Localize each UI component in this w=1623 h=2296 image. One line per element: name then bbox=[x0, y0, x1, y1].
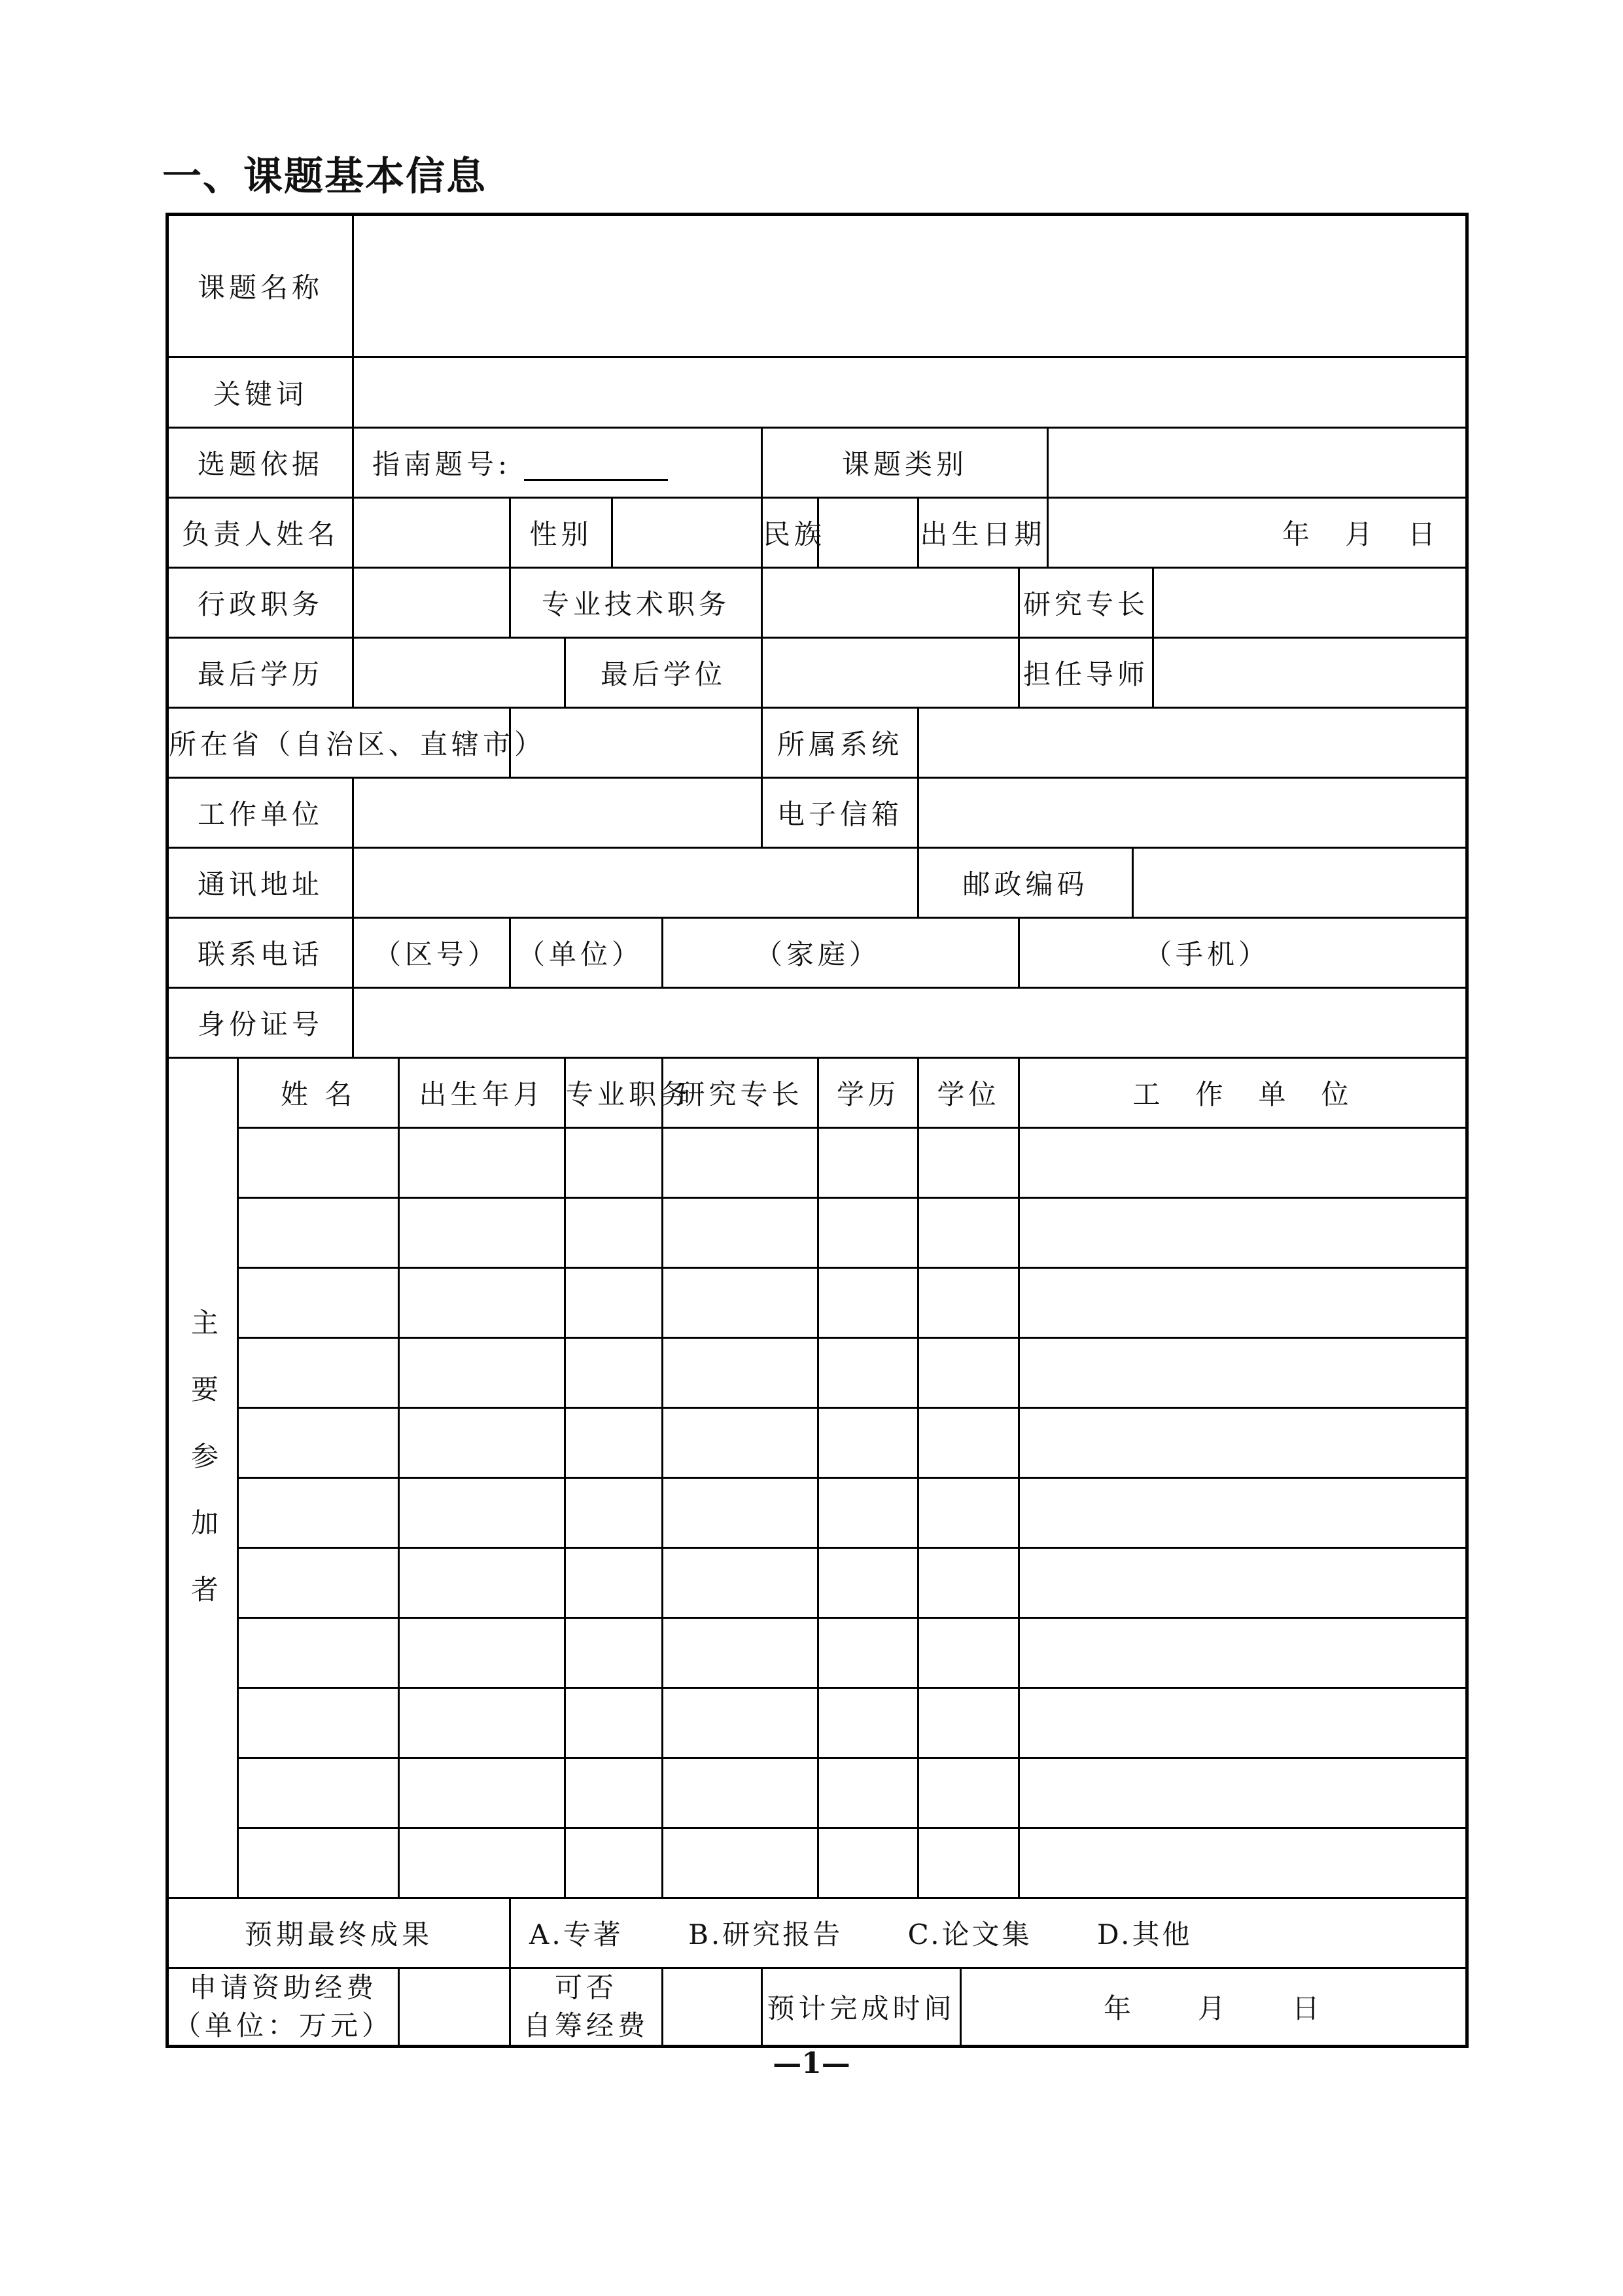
participant-row bbox=[167, 1198, 1467, 1268]
participant-cell[interactable] bbox=[818, 1828, 918, 1898]
participant-cell[interactable] bbox=[918, 1758, 1019, 1828]
field-gender[interactable] bbox=[612, 498, 762, 568]
expected-result-options bbox=[510, 1898, 1467, 1968]
header-degree: 学位 bbox=[918, 1058, 1019, 1128]
label-self-funding-line2: 自筹经费 bbox=[523, 2009, 650, 2041]
field-research-specialty[interactable] bbox=[1153, 568, 1467, 638]
participant-cell[interactable] bbox=[918, 1548, 1019, 1618]
section-heading: 一、课题基本信息 bbox=[162, 154, 487, 200]
participant-cell[interactable] bbox=[399, 1128, 565, 1198]
participant-cell[interactable] bbox=[1019, 1198, 1467, 1268]
participant-cell[interactable] bbox=[565, 1618, 663, 1688]
label-expected-completion: 预计完成时间 bbox=[762, 1968, 961, 2047]
label-work-unit: 工作单位 bbox=[167, 778, 353, 848]
field-funding[interactable] bbox=[399, 1968, 510, 2047]
participants-header-row bbox=[167, 1058, 1467, 1128]
field-self-funding[interactable] bbox=[663, 1968, 762, 2047]
participant-cell[interactable] bbox=[918, 1618, 1019, 1688]
participant-cell[interactable] bbox=[565, 1758, 663, 1828]
option-paper-collection[interactable]: C.论文集 bbox=[907, 1918, 1032, 1951]
participant-cell[interactable] bbox=[399, 1548, 565, 1618]
field-system[interactable] bbox=[918, 708, 1467, 778]
label-id-number: 身份证号 bbox=[167, 988, 353, 1058]
label-topic-category: 课题类别 bbox=[762, 428, 1048, 498]
field-admin-post[interactable] bbox=[353, 568, 510, 638]
label-gender: 性别 bbox=[510, 498, 612, 568]
label-postcode: 邮政编码 bbox=[918, 848, 1133, 918]
field-email[interactable] bbox=[918, 778, 1467, 848]
label-self-funding bbox=[510, 1968, 663, 2047]
label-guide-no: 指南题号: bbox=[372, 448, 512, 480]
participants-vertical-label: 主要参加者 bbox=[187, 1307, 219, 1642]
label-final-education: 最后学历 bbox=[167, 638, 353, 708]
label-admin-post: 行政职务 bbox=[167, 568, 353, 638]
label-self-funding-line1: 可否 bbox=[555, 1971, 618, 2004]
option-other[interactable]: D.其他 bbox=[1097, 1918, 1193, 1951]
label-tech-post: 专业技术职务 bbox=[510, 568, 762, 638]
participant-cell[interactable] bbox=[399, 1758, 565, 1828]
label-system: 所属系统 bbox=[762, 708, 918, 778]
participant-cell[interactable] bbox=[399, 1688, 565, 1758]
participant-cell[interactable] bbox=[238, 1688, 399, 1758]
phone-home[interactable]: （家庭） bbox=[663, 918, 1019, 988]
field-id-number[interactable] bbox=[353, 988, 1467, 1058]
header-name: 姓 名 bbox=[238, 1058, 399, 1128]
label-email: 电子信箱 bbox=[762, 778, 918, 848]
header-professional-post: 专业职务 bbox=[565, 1058, 663, 1128]
label-funding-line1: 申请资助经费 bbox=[189, 1971, 378, 2004]
option-research-report[interactable]: B.研究报告 bbox=[688, 1918, 843, 1951]
label-topic-name: 课题名称 bbox=[167, 215, 353, 357]
participant-cell[interactable] bbox=[918, 1198, 1019, 1268]
option-monograph[interactable]: A.专著 bbox=[529, 1918, 623, 1951]
participant-cell[interactable] bbox=[818, 1548, 918, 1618]
participant-cell[interactable] bbox=[1019, 1618, 1467, 1688]
participant-cell[interactable] bbox=[399, 1268, 565, 1338]
participant-cell[interactable] bbox=[238, 1758, 399, 1828]
label-keywords: 关键词 bbox=[167, 357, 353, 428]
participant-cell[interactable] bbox=[565, 1688, 663, 1758]
participant-cell[interactable] bbox=[818, 1758, 918, 1828]
label-province: 所在省（自治区、直辖市） bbox=[167, 708, 510, 778]
participant-cell[interactable] bbox=[238, 1408, 399, 1478]
participant-cell[interactable] bbox=[918, 1128, 1019, 1198]
guide-no-underline bbox=[524, 453, 668, 481]
label-funding bbox=[167, 1968, 399, 2047]
participant-cell[interactable] bbox=[238, 1268, 399, 1338]
participant-cell[interactable] bbox=[818, 1268, 918, 1338]
field-topic-category[interactable] bbox=[1048, 428, 1467, 498]
participant-cell[interactable] bbox=[818, 1408, 918, 1478]
participant-cell[interactable] bbox=[663, 1548, 818, 1618]
field-supervisor[interactable] bbox=[1153, 638, 1467, 708]
participant-cell[interactable] bbox=[1019, 1338, 1467, 1408]
participant-cell[interactable] bbox=[238, 1548, 399, 1618]
participant-row bbox=[167, 1128, 1467, 1198]
participant-cell[interactable] bbox=[663, 1338, 818, 1408]
field-ethnicity[interactable] bbox=[818, 498, 918, 568]
participant-cell[interactable] bbox=[238, 1128, 399, 1198]
field-province[interactable] bbox=[510, 708, 762, 778]
label-phone: 联系电话 bbox=[167, 918, 353, 988]
participant-cell[interactable] bbox=[818, 1338, 918, 1408]
participant-cell[interactable] bbox=[663, 1268, 818, 1338]
participant-cell[interactable] bbox=[918, 1268, 1019, 1338]
header-research-specialty: 研究专长 bbox=[663, 1058, 818, 1128]
participant-cell[interactable] bbox=[663, 1758, 818, 1828]
header-birth-month: 出生年月 bbox=[399, 1058, 565, 1128]
label-supervisor: 担任导师 bbox=[1019, 638, 1153, 708]
participant-cell[interactable] bbox=[565, 1478, 663, 1548]
field-leader-name[interactable] bbox=[353, 498, 510, 568]
participant-cell[interactable] bbox=[1019, 1548, 1467, 1618]
label-birth-date: 出生日期 bbox=[918, 498, 1048, 568]
field-final-education[interactable] bbox=[353, 638, 565, 708]
participant-cell[interactable] bbox=[399, 1828, 565, 1898]
participant-cell[interactable] bbox=[238, 1478, 399, 1548]
participant-cell[interactable] bbox=[818, 1128, 918, 1198]
participant-cell[interactable] bbox=[399, 1478, 565, 1548]
page-number: —1— bbox=[773, 2047, 850, 2080]
participant-cell[interactable] bbox=[1019, 1408, 1467, 1478]
participant-cell[interactable] bbox=[663, 1828, 818, 1898]
participant-cell[interactable] bbox=[663, 1478, 818, 1548]
participant-cell[interactable] bbox=[818, 1478, 918, 1548]
label-expected-result: 预期最终成果 bbox=[167, 1898, 510, 1968]
field-work-unit[interactable] bbox=[353, 778, 762, 848]
label-research-specialty: 研究专长 bbox=[1019, 568, 1153, 638]
participant-cell[interactable] bbox=[565, 1268, 663, 1338]
field-postcode[interactable] bbox=[1133, 848, 1467, 918]
participant-cell[interactable] bbox=[663, 1408, 818, 1478]
participant-row bbox=[167, 1338, 1467, 1408]
participant-cell[interactable] bbox=[918, 1478, 1019, 1548]
participant-cell[interactable] bbox=[565, 1548, 663, 1618]
field-topic-name[interactable] bbox=[353, 215, 1467, 357]
phone-mobile[interactable]: （手机） bbox=[1019, 918, 1467, 988]
participant-cell[interactable] bbox=[565, 1828, 663, 1898]
participant-cell[interactable] bbox=[238, 1338, 399, 1408]
field-tech-post[interactable] bbox=[762, 568, 1019, 638]
label-ethnicity: 民族 bbox=[762, 498, 818, 568]
participant-row bbox=[167, 1268, 1467, 1338]
header-education: 学历 bbox=[818, 1058, 918, 1128]
participant-cell[interactable] bbox=[565, 1128, 663, 1198]
participant-cell[interactable] bbox=[565, 1408, 663, 1478]
participant-cell[interactable] bbox=[663, 1688, 818, 1758]
participant-cell[interactable] bbox=[818, 1198, 918, 1268]
participant-cell[interactable] bbox=[818, 1688, 918, 1758]
participant-cell[interactable] bbox=[1019, 1128, 1467, 1198]
field-keywords[interactable] bbox=[353, 357, 1467, 428]
participant-cell[interactable] bbox=[663, 1128, 818, 1198]
participant-row bbox=[167, 1478, 1467, 1548]
participant-cell[interactable] bbox=[663, 1618, 818, 1688]
participant-cell[interactable] bbox=[238, 1618, 399, 1688]
participant-cell[interactable] bbox=[1019, 1758, 1467, 1828]
participant-cell[interactable] bbox=[399, 1338, 565, 1408]
participant-cell[interactable] bbox=[663, 1198, 818, 1268]
participant-cell[interactable] bbox=[565, 1338, 663, 1408]
participant-row bbox=[167, 1688, 1467, 1758]
label-participants bbox=[167, 1058, 238, 1898]
participant-cell[interactable] bbox=[918, 1408, 1019, 1478]
participant-cell[interactable] bbox=[238, 1198, 399, 1268]
participant-row bbox=[167, 1548, 1467, 1618]
participant-row bbox=[167, 1408, 1467, 1478]
label-funding-line2: （单位：万元） bbox=[173, 2009, 394, 2041]
participant-cell[interactable] bbox=[1019, 1478, 1467, 1548]
participant-cell[interactable] bbox=[399, 1408, 565, 1478]
participant-cell[interactable] bbox=[818, 1618, 918, 1688]
phone-area[interactable]: （区号） bbox=[353, 918, 510, 988]
header-work-unit: 工 作 单 位 bbox=[1019, 1058, 1467, 1128]
participant-cell[interactable] bbox=[1019, 1688, 1467, 1758]
field-guide-no[interactable] bbox=[353, 428, 762, 498]
field-final-degree[interactable] bbox=[762, 638, 1019, 708]
label-leader-name: 负责人姓名 bbox=[167, 498, 353, 568]
participant-cell[interactable] bbox=[238, 1828, 399, 1898]
participant-cell[interactable] bbox=[918, 1828, 1019, 1898]
field-birth-date[interactable]: 年 月 日 bbox=[1048, 498, 1467, 568]
participant-row bbox=[167, 1758, 1467, 1828]
participant-cell[interactable] bbox=[565, 1198, 663, 1268]
label-address: 通讯地址 bbox=[167, 848, 353, 918]
field-expected-completion[interactable]: 年 月 日 bbox=[961, 1968, 1467, 2047]
participant-row bbox=[167, 1618, 1467, 1688]
phone-work[interactable]: （单位） bbox=[510, 918, 663, 988]
participant-cell[interactable] bbox=[399, 1618, 565, 1688]
participant-cell[interactable] bbox=[399, 1198, 565, 1268]
participant-cell[interactable] bbox=[918, 1688, 1019, 1758]
field-address[interactable] bbox=[353, 848, 918, 918]
application-form-table bbox=[166, 213, 1469, 2048]
participant-cell[interactable] bbox=[1019, 1828, 1467, 1898]
label-selection-basis: 选题依据 bbox=[167, 428, 353, 498]
participant-cell[interactable] bbox=[1019, 1268, 1467, 1338]
participant-row bbox=[167, 1828, 1467, 1898]
participant-cell[interactable] bbox=[918, 1338, 1019, 1408]
label-final-degree: 最后学位 bbox=[565, 638, 762, 708]
